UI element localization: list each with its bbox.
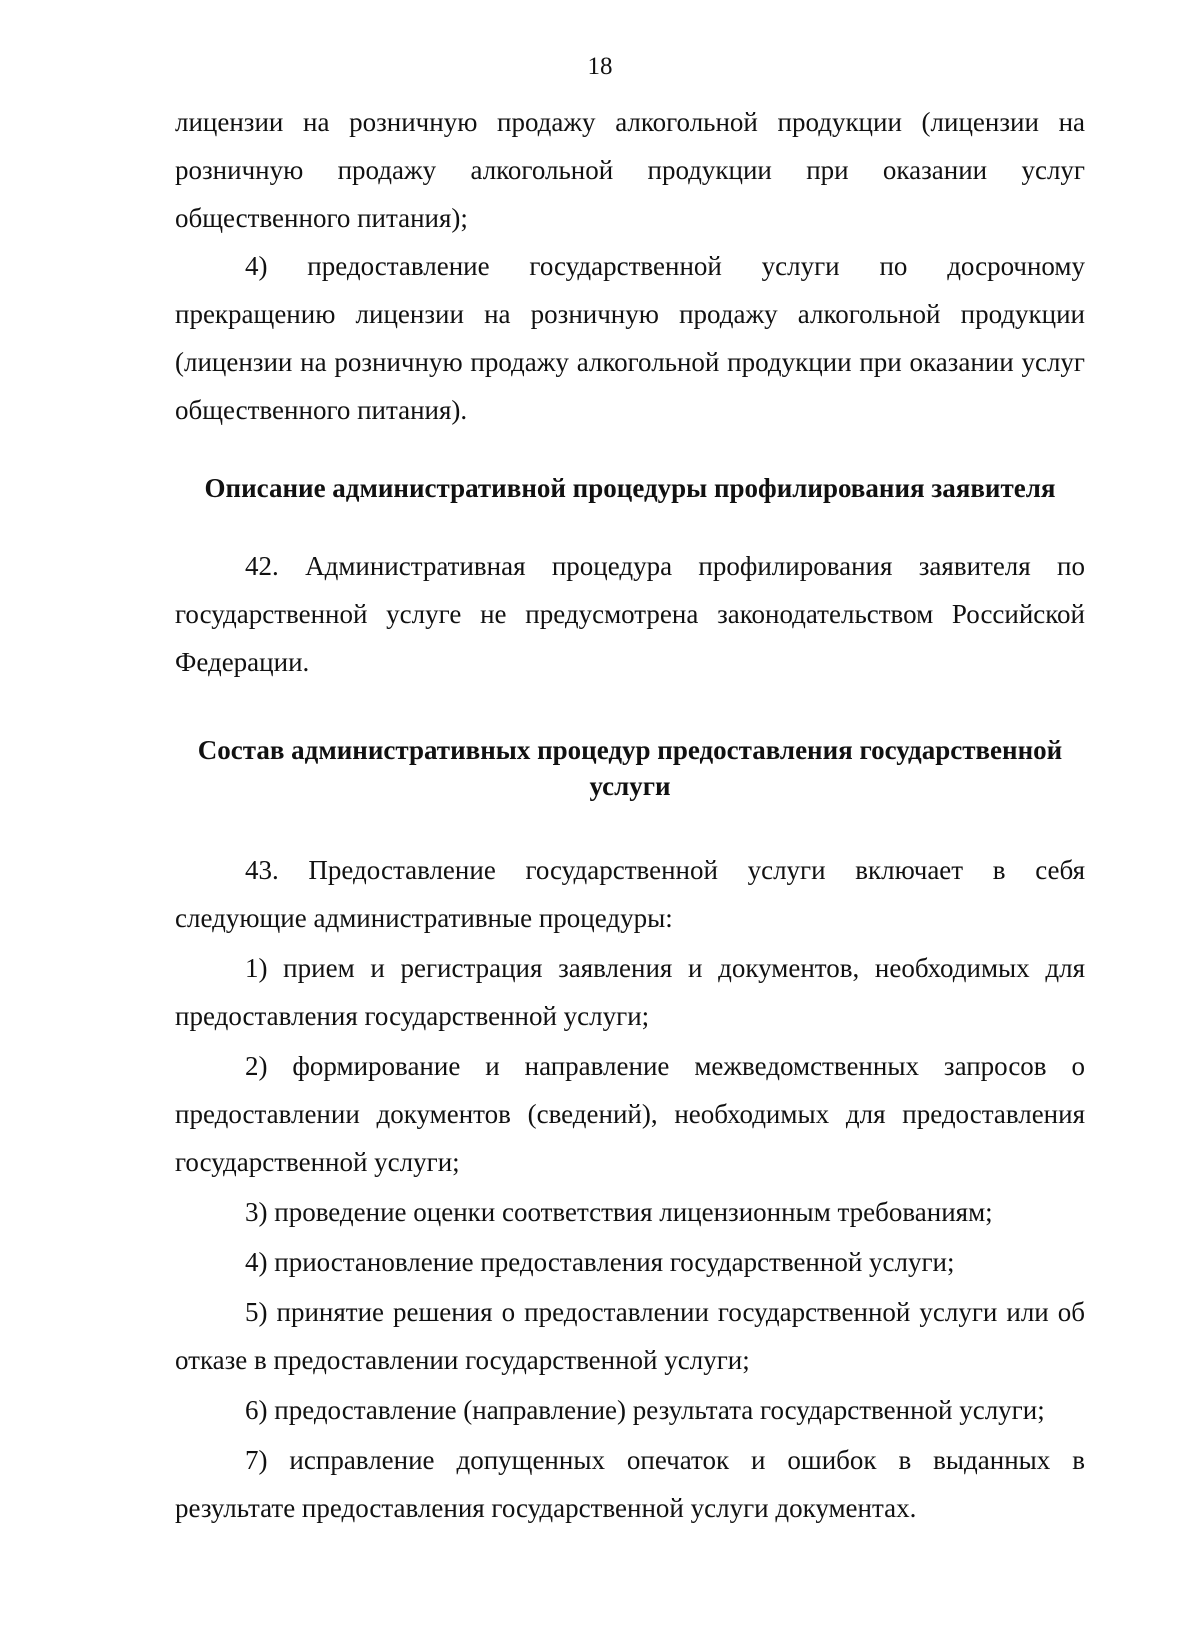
page-number: 18 — [587, 53, 613, 80]
list-item: 4) приостановление предоставления государственной услуги; — [245, 1247, 955, 1277]
paragraph-43: 43. Предоставление государственной услуги включает в себя следующие административные процедуры: — [175, 855, 1085, 933]
list-item: 2) формирование и направление межведомственных запросов о предоставлении документов (сведений), необходимых для предоставления государственной услуги; — [175, 1051, 1085, 1177]
paragraph-item-4: 4) предоставление государственной услуги по досрочному прекращению лицензии на розничную продажу алкогольной продукции (лицензии на розничную продажу алкогольной продукции при оказании услуг общественного питания). — [175, 251, 1085, 425]
list-item: 3) проведение оценки соответствия лицензионным требованиям; — [245, 1197, 993, 1227]
list-item: 5) принятие решения о предоставлении государственной услуги или об отказе в предоставлении государственной услуги; — [175, 1297, 1085, 1375]
list-item: 6) предоставление (направление) результата государственной услуги; — [245, 1395, 1045, 1425]
section-heading-procedures: Состав административных процедур предоставления государственной услуги — [197, 735, 1063, 801]
paragraph-42: 42. Административная процедура профилирования заявителя по государственной услуге не предусмотрена законодательством Российской Федерации. — [175, 551, 1085, 677]
list-item: 7) исправление допущенных опечаток и ошибок в выданных в результате предоставления государственной услуги документах. — [175, 1445, 1085, 1523]
section-heading-profiling: Описание административной процедуры профилирования заявителя — [204, 473, 1056, 503]
paragraph-continuation: лицензии на розничную продажу алкогольной продукции (лицензии на розничную продажу алкогольной продукции при оказании услуг общественного питания); — [175, 107, 1085, 233]
document-body — [175, 98, 1085, 1532]
list-item: 1) прием и регистрация заявления и документов, необходимых для предоставления государственной услуги; — [175, 953, 1085, 1031]
